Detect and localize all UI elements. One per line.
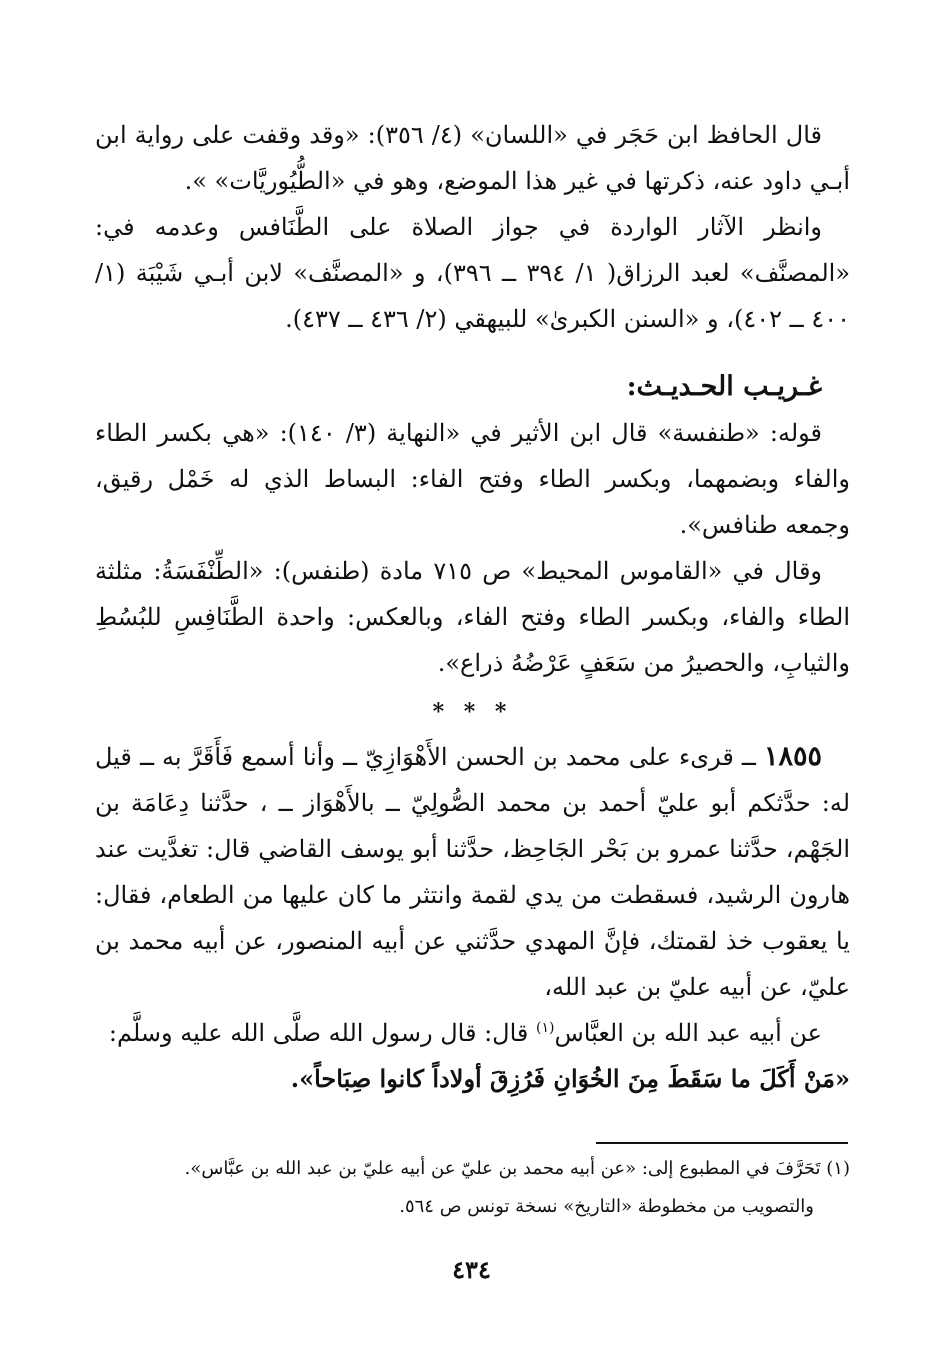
hadith-number: ١٨٥٥ <box>763 741 822 772</box>
footnotes <box>95 1150 850 1226</box>
footnote-1: (١) تَحَرَّفَ في المطبوع إلى: «عن أبيه محمد بن عليّ عن أبيه عليّ بن عبد الله بن عبَّاس». <box>184 1158 850 1179</box>
hadith-isnad-text: ــ قرىء على محمد بن الحسن الأَهْوَازِيّ ــ وأنا أسمع فَأَقَرَّ به ــ قيل له: حدَّثكم أبو عليّ أحمد بن محمد الصُّولِيّ ــ بالأَهْوَاز ــ ، حدَّثنا دِعَامَة بن الجَهْم، حدَّثنا عمرو بن بَحْر الجَاحِظ، حدَّثنا أبو يوسف القاضي قال: تغدَّيت عند هارون الرشيد، فسقطت من يدي لقمة وانتثر ما كان عليها من الطعام، فقال: يا يعقوب خذ لقمتك، فإنَّ المهدي حدَّثني عن أبيه المنصور، عن أبيه محمد بن عليّ، عن أبيه عليّ بن عبد الله، <box>95 743 850 1001</box>
hadith-chain-end <box>95 1010 850 1056</box>
chain-text-a: عن أبيه عبد الله بن العبَّاس <box>554 1019 822 1047</box>
section-heading-gharib: غـريـب الحـديـث: <box>626 371 822 402</box>
footnote-marker: (١) <box>536 1020 555 1036</box>
paragraph-lisan: قال الحافظ ابن حَجَر في «اللسان» (٤/ ٣٥٦): «وقد وقفت على رواية ابن أبـي داود عنه، ذكرتها في غير هذا الموضع، وهو في «الطُّيُوريَّات» ». <box>95 121 850 195</box>
footnote-1-continuation: والتصويب من مخطوطة «التاريخ» نسخة تونس ص ٥٦٤. <box>399 1196 814 1217</box>
paragraph-athar: وانظر الآثار الواردة في جواز الصلاة على الطَّنَافس وعدمه في: «المصنَّف» لعبد الرزاق( ١/ ٣٩٤ ــ ٣٩٦)، و «المصنَّف» لابن أبـي شَيْبَة (١/ ٤٠٠ ــ ٤٠٢)، و «السنن الكبرىٰ» للبيهقي (٢/ ٤٣٦ ــ ٤٣٧). <box>95 213 851 333</box>
hadith-matn: «مَنْ أَكَلَ ما سَقَطَ مِنَ الخُوَانِ فَرُزِقَ أولاداً كانوا صِبَاحاً». <box>290 1064 850 1093</box>
paragraph-nihaya: قوله: «طنفسة» قال ابن الأثير في «النهاية (٣/ ١٤٠): «هي بكسر الطاء والفاء وبضمهما، وبكسر الطاء وفتح الفاء: البساط الذي له خَمْل رقيق، وجمعه طنافس». <box>95 419 850 539</box>
footnote-divider <box>596 1142 848 1144</box>
paragraph-qamus: وقال في «القاموس المحيط» ص ٧١٥ مادة (طنفس): «الطِّنْفَسَةُ: مثلثة الطاء والفاء، وبكسر الطاء وفتح الفاء، وبالعكس: واحدة الطَّنَافِسِ للبُسُطِ والثيابِ، والحصيرُ من سَعَفٍ عَرْضُهُ ذراع». <box>95 557 851 677</box>
page-number: ٤٣٤ <box>452 1255 491 1284</box>
section-separator: * * * <box>432 699 513 725</box>
hadith-isnad <box>95 734 850 1010</box>
chain-text-b: قال: قال رسول الله صلَّى الله عليه وسلَّم: <box>108 1019 537 1047</box>
page-body <box>95 112 850 1102</box>
